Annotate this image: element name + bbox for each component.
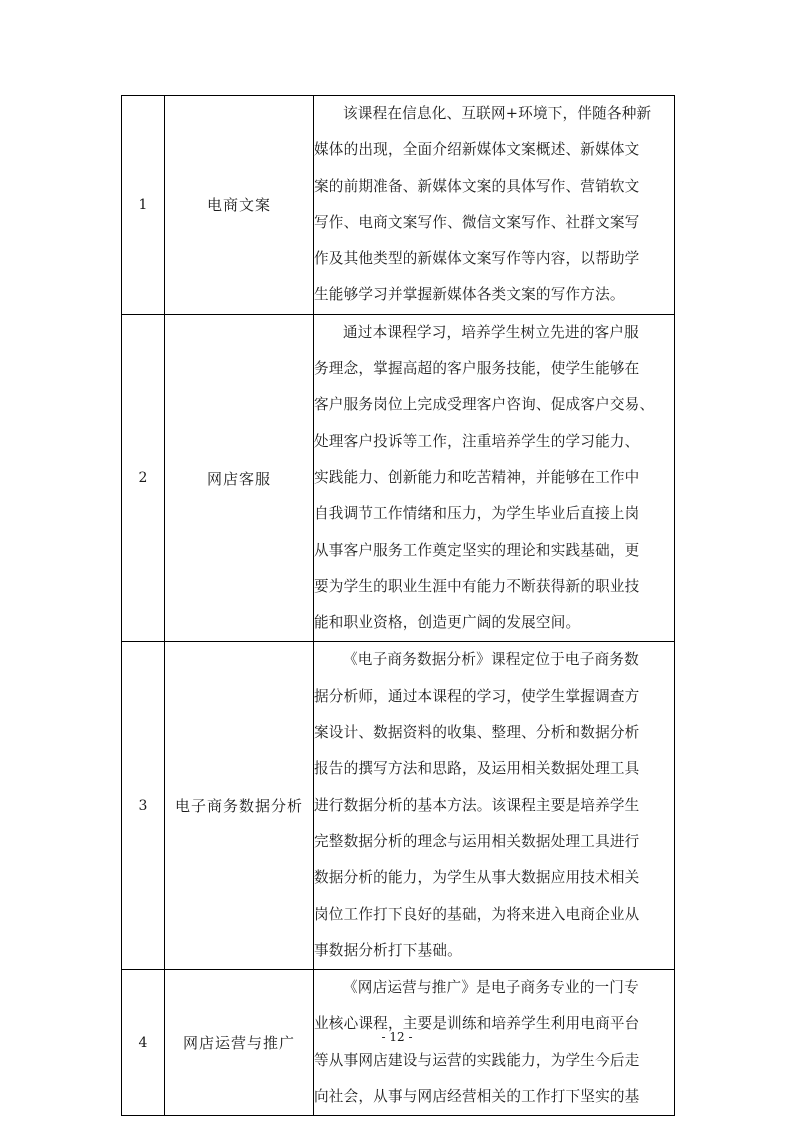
page-number: - 12 -	[381, 1030, 413, 1044]
row-number: 3	[122, 642, 165, 970]
description-line: 数据分析的能力，为学生从事大数据应用技术相关	[314, 869, 640, 887]
description-line: 等从事网店建设与运营的实践能力，为学生今后走	[314, 1051, 640, 1069]
description-line: 要为学生的职业生涯中有能力不断获得新的职业技	[314, 577, 640, 595]
description-line: 生能够学习并掌握新媒体各类文案的写作方法。	[314, 286, 625, 304]
description-line: 报告的撰写方法和思路，及运用相关数据处理工具	[314, 760, 640, 778]
course-name: 电商文案	[165, 96, 314, 315]
description-line: 从事客户服务工作奠定坚实的理论和实践基础，更	[314, 541, 640, 559]
description-line: 据分析师，通过本课程的学习，使学生掌握调查方	[314, 687, 640, 705]
course-description	[314, 314, 675, 642]
description-line: 案设计、数据资料的收集、整理、分析和数据分析	[314, 724, 640, 742]
description-line: 实践能力、创新能力和吃苦精神，并能够在工作中	[314, 468, 640, 486]
description-line: 案的前期准备、新媒体文案的具体写作、营销软文	[314, 177, 640, 195]
table-row	[122, 642, 675, 970]
description-line: 进行数据分析的基本方法。该课程主要是培养学生	[314, 796, 640, 814]
description-line: 客户服务岗位上完成受理客户咨询、促成客户交易、	[314, 396, 655, 414]
description-line: 媒体的出现，全面介绍新媒体文案概述、新媒体文	[314, 141, 640, 159]
description-line: 岗位工作打下良好的基础，为将来进入电商企业从	[314, 905, 640, 923]
table-row	[122, 96, 675, 315]
description-line: 《网店运营与推广》是电子商务专业的一门专	[343, 979, 639, 997]
description-line: 《电子商务数据分析》课程定位于电子商务数	[343, 651, 639, 669]
description-line: 通过本课程学习，培养学生树立先进的客户服	[343, 323, 639, 341]
description-line: 该课程在信息化、互联网+环境下，伴随各种新	[343, 105, 652, 122]
description-line: 写作、电商文案写作、微信文案写作、社群文案写	[314, 213, 640, 231]
description-line: 向社会，从事与网店经营相关的工作打下坚实的基	[314, 1088, 640, 1106]
description-line: 业核心课程，主要是训练和培养学生利用电商平台	[314, 1015, 640, 1033]
description-line: 事数据分析打下基础。	[314, 941, 462, 959]
description-line: 务理念，掌握高超的客户服务技能，使学生能够在	[314, 360, 640, 378]
course-description	[314, 642, 675, 970]
course-description	[314, 96, 675, 315]
description-line: 能和职业资格，创造更广阔的发展空间。	[314, 614, 581, 632]
description-line: 处理客户投诉等工作，注重培养学生的学习能力、	[314, 432, 640, 450]
row-number: 2	[122, 314, 165, 642]
row-number: 1	[122, 96, 165, 315]
description-line: 作及其他类型的新媒体文案写作等内容，以帮助学	[314, 250, 640, 268]
course-name: 电子商务数据分析	[165, 642, 314, 970]
row-number: 4	[122, 970, 165, 1116]
course-name: 网店客服	[165, 314, 314, 642]
table-row	[122, 314, 675, 642]
description-line: 自我调节工作情绪和压力，为学生毕业后直接上岗	[314, 505, 640, 523]
course-table	[121, 95, 675, 1116]
description-line: 完整数据分析的理念与运用相关数据处理工具进行	[314, 832, 640, 850]
course-name: 网店运营与推广	[165, 970, 314, 1116]
